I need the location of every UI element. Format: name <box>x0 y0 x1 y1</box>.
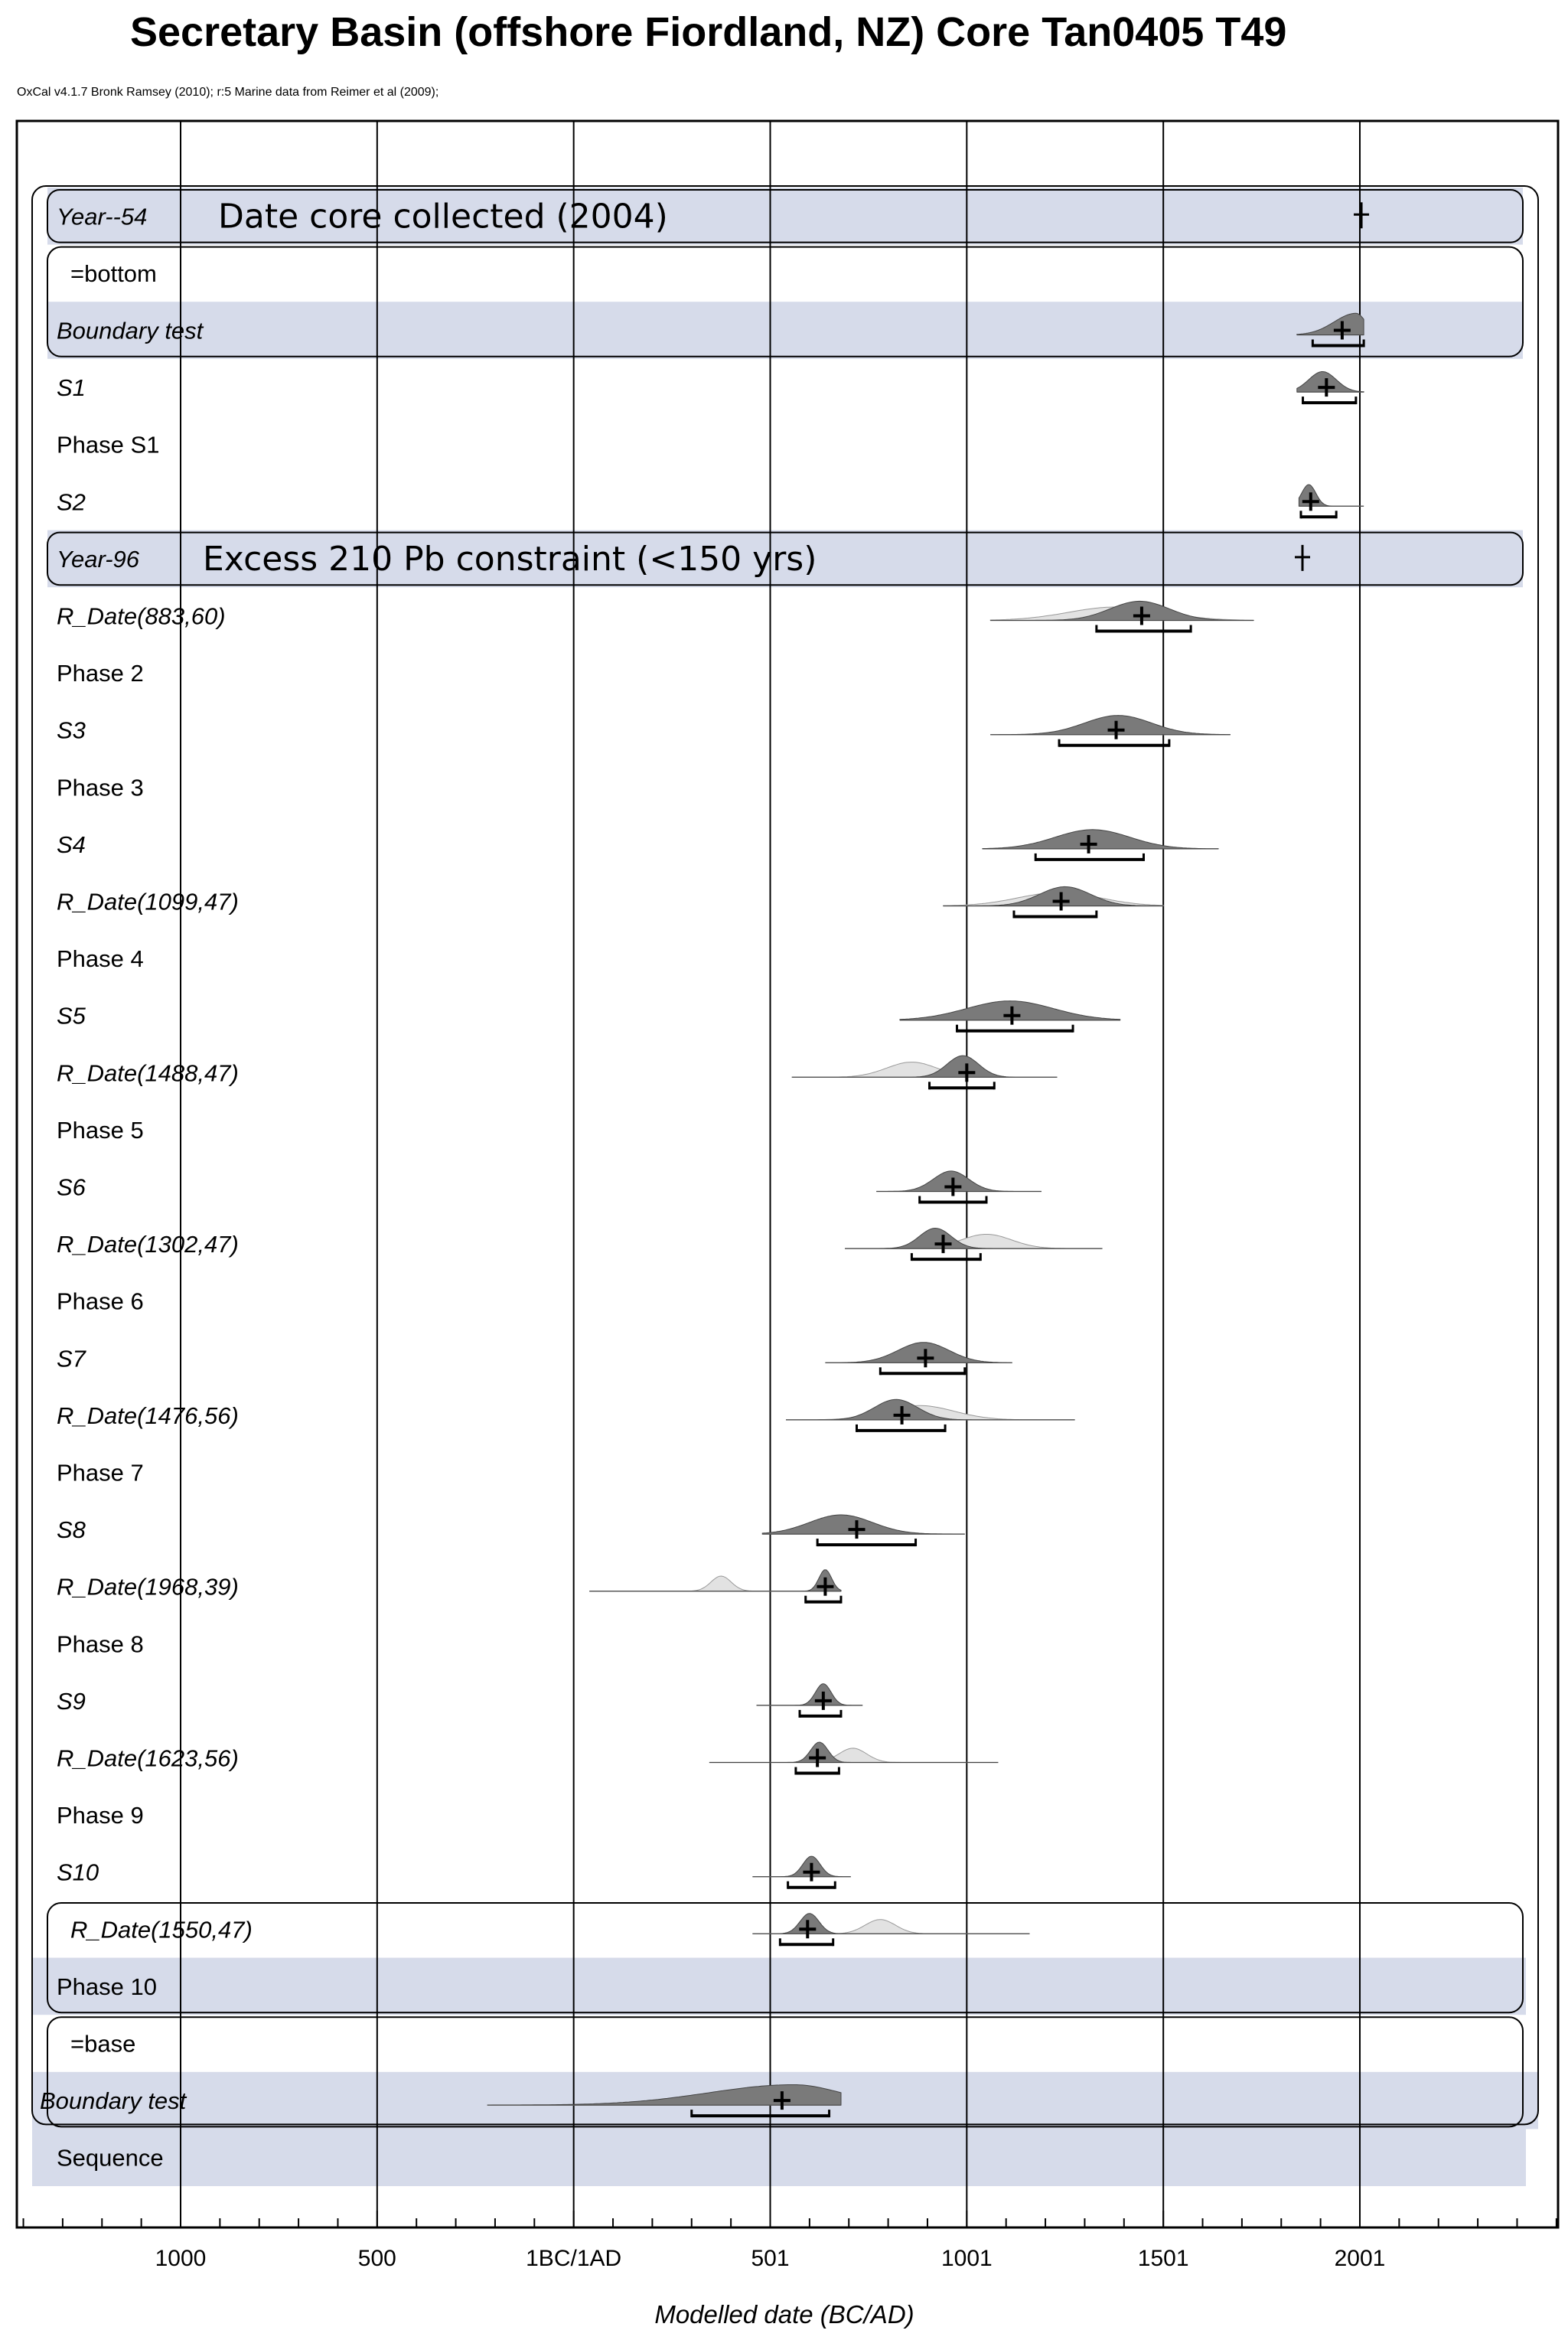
chart-title: Secretary Basin (offshore Fiordland, NZ) Core Tan0405 T49 <box>130 9 1287 55</box>
posterior-distribution <box>1297 372 1364 393</box>
row-label: Year-96 <box>57 545 140 573</box>
row-label: R_Date(1476,56) <box>57 1402 239 1429</box>
row-label: Phase 6 <box>57 1287 144 1315</box>
row-label: Sequence <box>57 2144 164 2172</box>
tick-label: 1BC/1AD <box>526 2246 622 2271</box>
tick-label: 1501 <box>1137 2246 1189 2271</box>
row-label: S9 <box>57 1687 86 1715</box>
row-label: R_Date(883,60) <box>57 602 226 630</box>
row-label: R_Date(1488,47) <box>57 1059 239 1087</box>
tick-label: 1000 <box>155 2246 207 2271</box>
row-label: Boundary test <box>40 2087 187 2115</box>
row-label: S2 <box>57 488 86 516</box>
row-label: Phase 7 <box>57 1459 144 1487</box>
row-label: R_Date(1550,47) <box>70 1916 253 1943</box>
row-label: Phase 10 <box>57 1973 157 2000</box>
row-label: R_Date(1302,47) <box>57 1231 239 1258</box>
posterior-distribution <box>990 716 1230 735</box>
row-label: Phase S1 <box>57 431 160 459</box>
row-label: S1 <box>57 374 86 402</box>
row-label: =bottom <box>70 259 157 287</box>
distributions <box>487 202 1369 2117</box>
row-label: S6 <box>57 1173 86 1201</box>
plot-frame <box>17 121 1558 2227</box>
prior-distribution <box>589 1576 841 1591</box>
row-label: Phase 8 <box>57 1630 144 1658</box>
row-label: Phase 4 <box>57 945 144 973</box>
posterior-distribution <box>876 1171 1042 1192</box>
x-axis <box>24 2211 1557 2271</box>
posterior-distribution <box>825 1343 1012 1363</box>
gridlines <box>181 121 1360 2227</box>
x-axis-label: Modelled date (BC/AD) <box>654 2300 914 2329</box>
row-annotation: Date core collected (2004) <box>218 197 668 237</box>
chart-subtitle: OxCal v4.1.7 Bronk Ramsey (2010); r:5 Marine data from Reimer et al (2009); <box>17 86 439 99</box>
sequence-box <box>32 186 1538 2124</box>
row-label: Boundary test <box>57 317 204 344</box>
posterior-distribution <box>752 1856 850 1877</box>
posterior-distribution <box>983 830 1218 849</box>
row-label: R_Date(1099,47) <box>57 888 239 915</box>
row-label: Phase 2 <box>57 660 144 687</box>
row-label: R_Date(1623,56) <box>57 1744 239 1772</box>
row-label: R_Date(1968,39) <box>57 1573 239 1601</box>
row-label: S7 <box>57 1345 86 1372</box>
row-label: S3 <box>57 716 86 744</box>
row-label: Year--54 <box>57 203 148 230</box>
prior-distribution <box>792 1062 1058 1078</box>
posterior-distribution <box>762 1515 965 1534</box>
row-label: S4 <box>57 831 86 858</box>
row-shade <box>47 302 1523 359</box>
prior-distribution <box>709 1748 999 1763</box>
posterior-distribution <box>900 1001 1120 1020</box>
row-labels <box>40 197 817 2171</box>
posterior-distribution <box>757 1684 863 1705</box>
row-label: Phase 5 <box>57 1116 144 1144</box>
row-label: Phase 9 <box>57 1802 144 1829</box>
tick-label: 501 <box>751 2246 790 2271</box>
row-label: S5 <box>57 1002 86 1030</box>
row-label: S10 <box>57 1859 99 1886</box>
tick-label: 1001 <box>940 2246 993 2271</box>
row-shade <box>32 1958 1526 2015</box>
row-label: S8 <box>57 1516 86 1544</box>
tick-label: 500 <box>357 2246 396 2271</box>
row-label: Phase 3 <box>57 774 144 801</box>
row-label: =base <box>70 2030 136 2058</box>
row-shade <box>32 2129 1526 2186</box>
grouping-boxes <box>32 186 1538 2126</box>
tick-label: 2001 <box>1334 2246 1386 2271</box>
row-annotation: Excess 210 Pb constraint (<150 yrs) <box>203 539 817 579</box>
prior-distribution <box>845 1235 1102 1249</box>
